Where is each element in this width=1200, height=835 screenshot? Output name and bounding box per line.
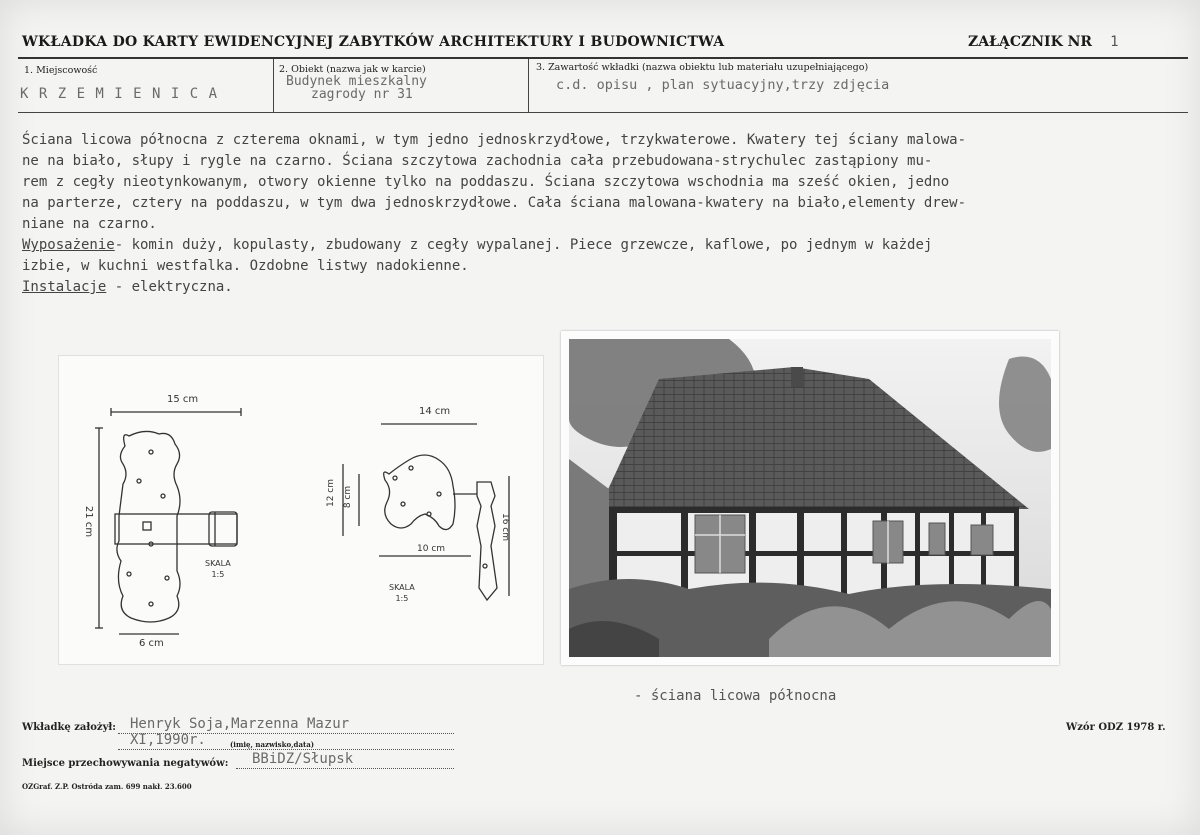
equipment-paragraph bbox=[22, 235, 1182, 256]
hinge-1-width-label: 15 cm bbox=[167, 394, 199, 405]
description-line: Ściana licowa północna z czterema oknami, w tym jedno jednoskrzydłowe, trzykwaterowe. Kwatery tej ściany malowa- bbox=[22, 132, 967, 148]
description-text bbox=[22, 130, 1182, 298]
field-divider-2 bbox=[528, 59, 529, 112]
field-divider-1 bbox=[273, 59, 274, 112]
description-line: na parterze, cztery na poddaszu, w tym dwa jednoskrzydłowe. Cała ściana malowana-kwatery na biało,elementy drew- bbox=[22, 195, 967, 211]
installations-paragraph bbox=[22, 277, 1182, 298]
hinge-1-plate bbox=[117, 431, 180, 622]
storage-value: BBiDZ/Słupsk bbox=[252, 751, 354, 767]
hinge-drawings-svg bbox=[59, 356, 543, 664]
date-dotted-line bbox=[118, 749, 454, 750]
attachment-number-value: 1 bbox=[1110, 34, 1119, 50]
hinge-2-plate bbox=[384, 455, 455, 530]
photo-caption: - ściana licowa północna bbox=[634, 688, 837, 704]
author-label: Wkładkę założył: bbox=[22, 722, 116, 733]
hinge-drawings bbox=[58, 355, 544, 665]
hinge-2-pin bbox=[477, 482, 497, 600]
chimney bbox=[791, 367, 803, 387]
equipment-line2: izbie, w kuchni westfalka. Ozdobne listwy nadokienne. bbox=[22, 258, 469, 274]
place-value: K R Z E M I E N I C A bbox=[20, 86, 219, 102]
object-value-line1: Budynek mieszkalny bbox=[286, 74, 427, 89]
fields-rule bbox=[18, 112, 1188, 113]
equipment-heading: Wyposażenie bbox=[22, 237, 115, 253]
hinge-1-bottom-label: 6 cm bbox=[139, 638, 164, 649]
hinge-2-bottom-label: 10 cm bbox=[417, 544, 446, 554]
description-line: rem z cegły nieotynkowanym, otwory okienne tylko na poddaszu. Ściana szczytowa wschodnia ma sześć okien, jedno bbox=[22, 174, 950, 190]
hinge-2-scale: SKALA 1:5 bbox=[389, 583, 415, 603]
hinge-1-scale: SKALA 1:5 bbox=[205, 559, 231, 579]
contents-label: 3. Zawartość wkładki (nazwa obiektu lub materiału uzupełniającego) bbox=[536, 62, 869, 73]
contents-value: c.d. opisu , plan sytuacyjny,trzy zdjęcia bbox=[556, 77, 890, 93]
object-label: 2. Obiekt (nazwa jak w karcie) bbox=[279, 64, 426, 75]
place-label: 1. Miejscowość bbox=[24, 65, 98, 76]
photo-frame bbox=[561, 331, 1059, 665]
author-value: Henryk Soja,Marzenna Mazur bbox=[130, 716, 350, 732]
hinge-2-h2-label: 8 cm bbox=[343, 485, 354, 509]
hinge-2-h1-label: 12 cm bbox=[326, 478, 337, 508]
date-value: XI,1990r. bbox=[130, 732, 206, 748]
object-value-line2: zagrody nr 31 bbox=[311, 87, 413, 102]
hinge-1-height-label: 21 cm bbox=[83, 505, 95, 538]
author-hint: (imię, nazwisko,data) bbox=[230, 740, 315, 749]
house-photo bbox=[569, 339, 1051, 657]
form-pattern: Wzór ODZ 1978 r. bbox=[1066, 722, 1166, 733]
attachment-number bbox=[968, 34, 1119, 50]
storage-label: Miejsce przechowywania negatywów: bbox=[22, 758, 229, 769]
storage-dotted-line bbox=[236, 768, 454, 769]
document-title: WKŁADKA DO KARTY EWIDENCYJNEJ ZABYTKÓW ARCHITEKTURY I BUDOWNICTWA bbox=[22, 34, 725, 50]
hinge-1-bar bbox=[115, 514, 237, 544]
description-line: ne na biało, słupy i rygle na czarno. Ściana szczytowa zachodnia cała przebudowana-strychulec zastąpiony mu- bbox=[22, 153, 933, 169]
installations-heading: Instalacje bbox=[22, 279, 107, 295]
hinge-2-width-label: 14 cm bbox=[419, 406, 451, 417]
header-rule bbox=[18, 57, 1188, 59]
description-line: niane na czarno. bbox=[22, 216, 157, 232]
installations-text: - elektryczna. bbox=[106, 279, 233, 295]
hinge-2-right-label: 16 cm bbox=[500, 512, 511, 542]
attachment-label: ZAŁĄCZNIK NR bbox=[968, 34, 1093, 50]
equipment-text: - komin duży, kopulasty, zbudowany z cegły wypalanej. Piece grzewcze, kaflowe, po jednym w każdej bbox=[114, 237, 933, 253]
printer-info: OZGraf. Z.P. Ostróda zam. 699 nakł. 23.600 bbox=[22, 782, 192, 791]
